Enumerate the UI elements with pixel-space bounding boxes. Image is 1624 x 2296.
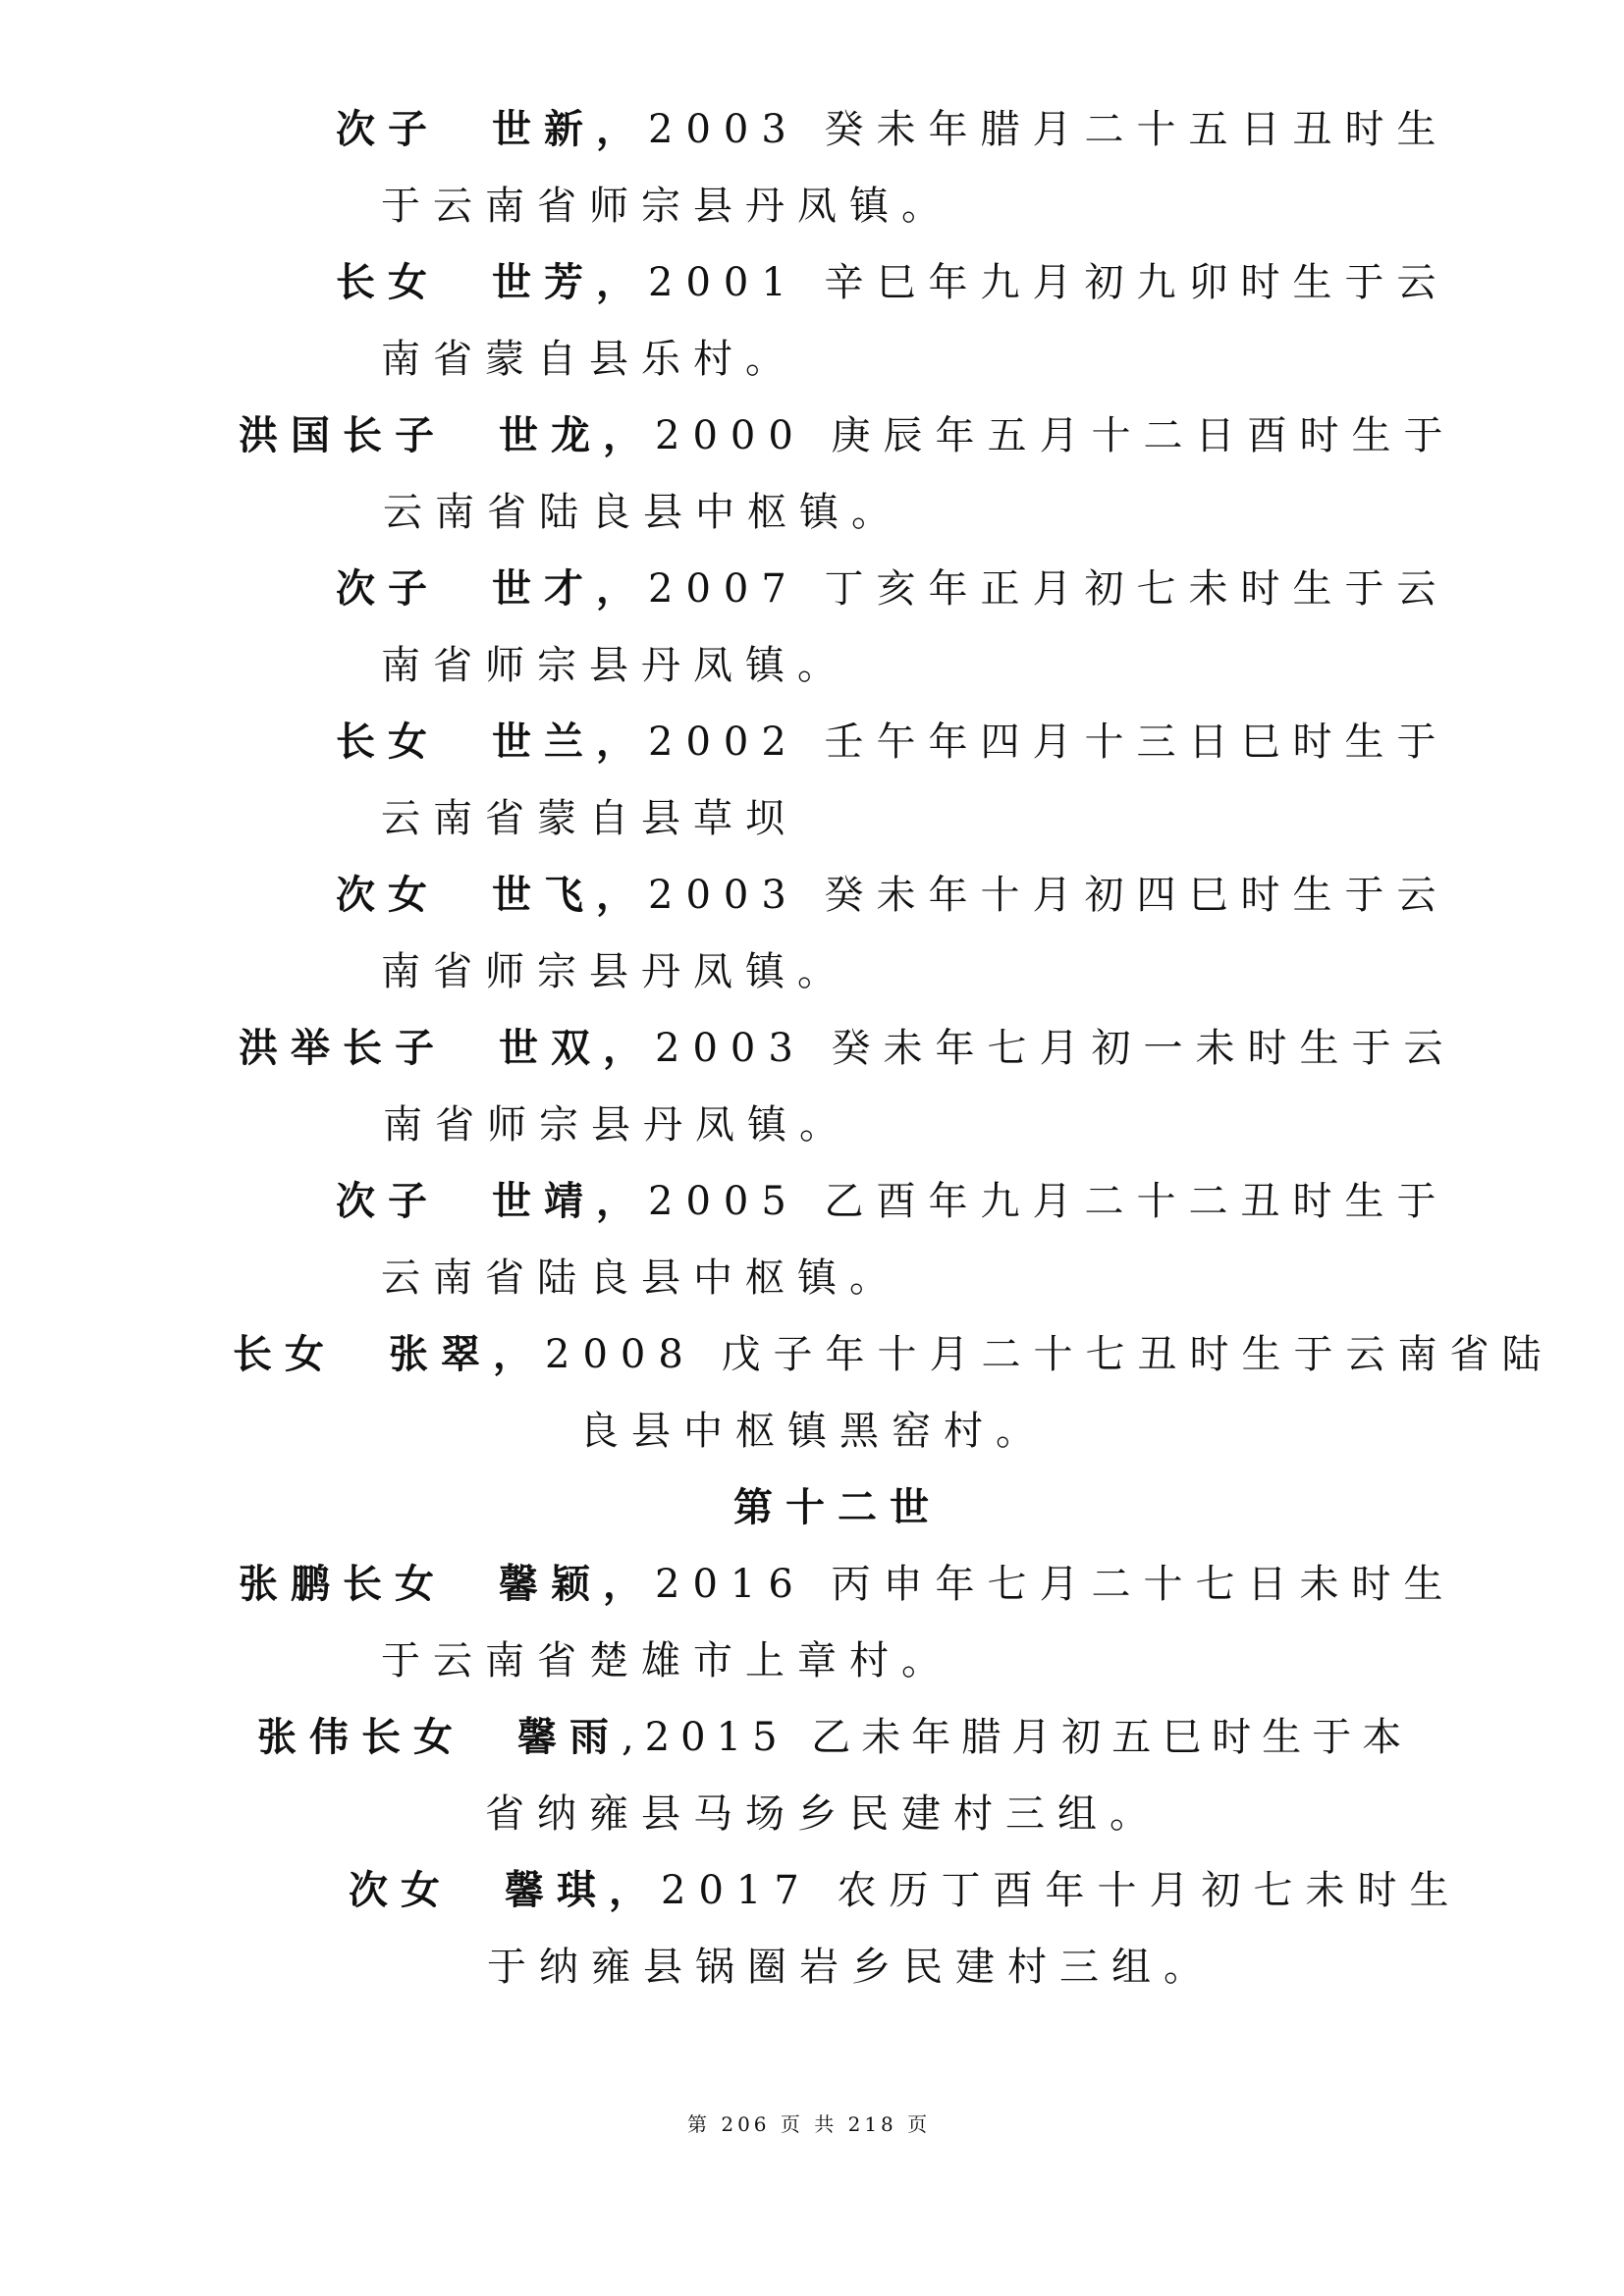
- entry-9-line: [233, 1325, 1554, 1384]
- entry-11-cont: 省纳雍县马场乡民建村三组。: [485, 1791, 1162, 1837]
- entry-4-text: 2007 丁亥年正月初七未时生于云: [648, 566, 1449, 612]
- entry-2-text: 2001 辛巳年九月初九卯时生于云: [648, 260, 1449, 305]
- entry-12-text: 2017 农历丁酉年十月初七未时生: [661, 1868, 1462, 1913]
- entry-12-title: 次女 馨琪，: [349, 1868, 661, 1913]
- entry-3-text: 2000 庚辰年五月十二日酉时生于: [655, 413, 1456, 458]
- entry-10-text: 2016 丙申年七月二十七日未时生: [655, 1562, 1456, 1607]
- entry-10-title: 张鹏长女 馨颖，: [239, 1562, 655, 1607]
- entry-3-title: 洪国长子 世龙，: [239, 413, 655, 458]
- entry-8-text: 2005 乙酉年九月二十二丑时生于: [648, 1179, 1449, 1224]
- section-heading: 第十二世: [733, 1485, 942, 1530]
- entry-7-title: 洪举长子 世双，: [239, 1026, 655, 1071]
- entry-11-line: [257, 1708, 1412, 1767]
- entry-10-line: [239, 1555, 1456, 1614]
- entry-10-cont: 于云南省楚雄市上章村。: [381, 1638, 953, 1683]
- entry-1-line: [336, 100, 1449, 159]
- entry-6-text: 2003 癸未年十月初四巳时生于云: [648, 873, 1449, 918]
- entry-12-line: [349, 1861, 1462, 1920]
- entry-4-cont: 南省师宗县丹凤镇。: [381, 643, 849, 688]
- entry-5-cont: 云南省蒙自县草坝: [381, 796, 797, 841]
- entry-2-title: 长女 世芳，: [336, 260, 648, 305]
- entry-9-text: 2008 戊子年十月二十七丑时生于云南省陆: [545, 1332, 1554, 1377]
- entry-5-text: 2002 壬午年四月十三日巳时生于: [648, 720, 1449, 765]
- entry-8-title: 次子 世靖，: [336, 1179, 648, 1224]
- entry-11-text: ,2015 乙未年腊月初五巳时生于本: [622, 1715, 1413, 1760]
- entry-9-title: 长女 张翠，: [233, 1332, 545, 1377]
- entry-6-cont: 南省师宗县丹凤镇。: [381, 949, 849, 994]
- entry-8-cont: 云南省陆良县中枢镇。: [381, 1255, 901, 1301]
- entry-1-text: 2003 癸未年腊月二十五日丑时生: [648, 107, 1449, 152]
- entry-3-line: [239, 406, 1456, 465]
- entry-4-line: [336, 560, 1449, 618]
- entry-6-title: 次女 世飞，: [336, 873, 648, 918]
- entry-7-text: 2003 癸未年七月初一未时生于云: [655, 1026, 1456, 1071]
- entry-4-title: 次子 世才，: [336, 566, 648, 612]
- entry-5-line: [336, 713, 1449, 772]
- entry-2-line: [336, 253, 1449, 312]
- entry-7-line: [239, 1019, 1456, 1078]
- entry-8-line: [336, 1172, 1449, 1231]
- entry-2-cont: 南省蒙自县乐村。: [381, 337, 797, 382]
- entry-3-cont: 云南省陆良县中枢镇。: [383, 490, 903, 535]
- entry-11-title: 张伟长女 馨雨: [257, 1715, 622, 1760]
- entry-12-cont: 于纳雍县锅圈岩乡民建村三组。: [487, 1945, 1216, 1990]
- entry-9-cont: 良县中枢镇黑窑村。: [579, 1409, 1048, 1454]
- entry-1-cont: 于云南省师宗县丹凤镇。: [381, 184, 953, 229]
- entry-6-line: [336, 866, 1449, 925]
- page-footer: 第 206 页 共 218 页: [687, 2112, 932, 2136]
- entry-1-title: 次子 世新，: [336, 107, 648, 152]
- entry-7-cont: 南省师宗县丹凤镇。: [383, 1102, 851, 1148]
- entry-5-title: 长女 世兰，: [336, 720, 648, 765]
